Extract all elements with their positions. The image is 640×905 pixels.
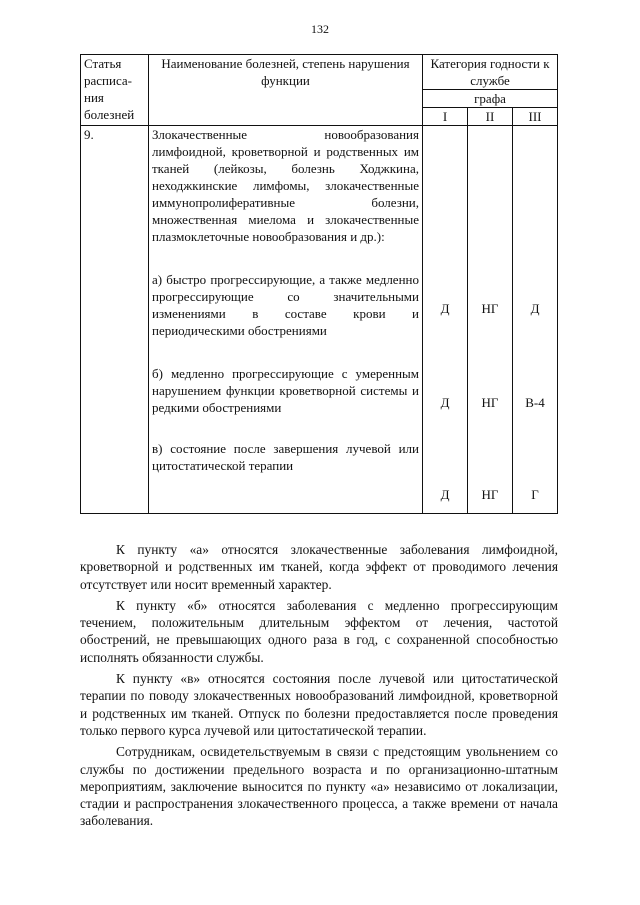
table-row — [81, 126, 558, 514]
paragraph-c: К пункту «в» относятся состояния после лучевой или цитостатической терапии по поводу злокачественных новообразований лимфоидной, кроветворной и родственных им тканей. Отпуск по болезни предоставляется после проведения только первого курса лучевой или цитостатической терапии. — [80, 671, 558, 738]
article-number: 9. — [81, 126, 149, 514]
disease-description — [149, 126, 423, 514]
header-category: Категория годности к службе — [423, 55, 558, 90]
item-a-g1: Д — [440, 301, 450, 316]
graph-1-column — [423, 126, 468, 514]
item-c-g3: Г — [531, 487, 539, 502]
page-number: 132 — [311, 22, 329, 36]
paragraph-d: Сотрудникам, освидетельствуемым в связи с предстоящим увольнением со службы по достижении предельного возраста и по организационно-штатным мероприятиям, заключение выносится по пункту «а» независимо от локализации, стадии и распространения злокачественного процесса, а также времени от начала заболевания. — [80, 744, 558, 829]
item-b-g2: НГ — [481, 395, 499, 410]
graph-2-column — [468, 126, 513, 514]
header-graph-3: III — [513, 108, 558, 126]
disease-table — [80, 54, 558, 514]
item-a-text: а) быстро прогрессирующие, а также медленно прогрессирующие со значительными изменениями в составе крови и периодическими обострениями — [152, 272, 419, 338]
paragraph-a: К пункту «а» относятся злокачественные заболевания лимфоидной, кроветворной и родственных им тканей, когда эффект от проводимого лечения отсутствует или носит временный характер. — [80, 542, 558, 592]
item-b-g1: Д — [440, 395, 450, 410]
disease-intro: Злокачественные новообразования лимфоидной, кроветворной и родственных им тканей (лейкозы, болезнь Ходжкина, неходжкинские лимфомы, злокачественные иммунопролиферативные болезни, множественная миелома и злокачественные плазмоклеточные новообразования и др.): — [152, 127, 419, 244]
header-article: Статья расписа-ния болезней — [81, 55, 149, 126]
header-graph-2: II — [468, 108, 513, 126]
graph-3-column — [513, 126, 558, 514]
header-disease-name: Наименование болезней, степень нарушения функции — [149, 55, 423, 126]
item-c-g2: НГ — [481, 487, 499, 502]
item-a-g3: Д — [530, 301, 540, 316]
header-graph-1: I — [423, 108, 468, 126]
explanatory-text — [80, 541, 558, 834]
header-graph: графа — [423, 90, 558, 108]
item-a-g2: НГ — [481, 301, 499, 316]
item-c-text: в) состояние после завершения лучевой или цитостатической терапии — [152, 441, 419, 473]
item-b-text: б) медленно прогрессирующие с умеренным нарушением функции кроветворной системы и редкими обострениями — [152, 366, 419, 415]
item-b-g3: В-4 — [525, 395, 545, 410]
paragraph-b: К пункту «б» относятся заболевания с медленно прогрессирующим течением, положительным длительным эффектом от лечения, частотой обострений, не превышающих одного раза в год, с сохраненной способностью исполнять обязанности службы. — [80, 597, 558, 665]
item-c-g1: Д — [440, 487, 450, 502]
